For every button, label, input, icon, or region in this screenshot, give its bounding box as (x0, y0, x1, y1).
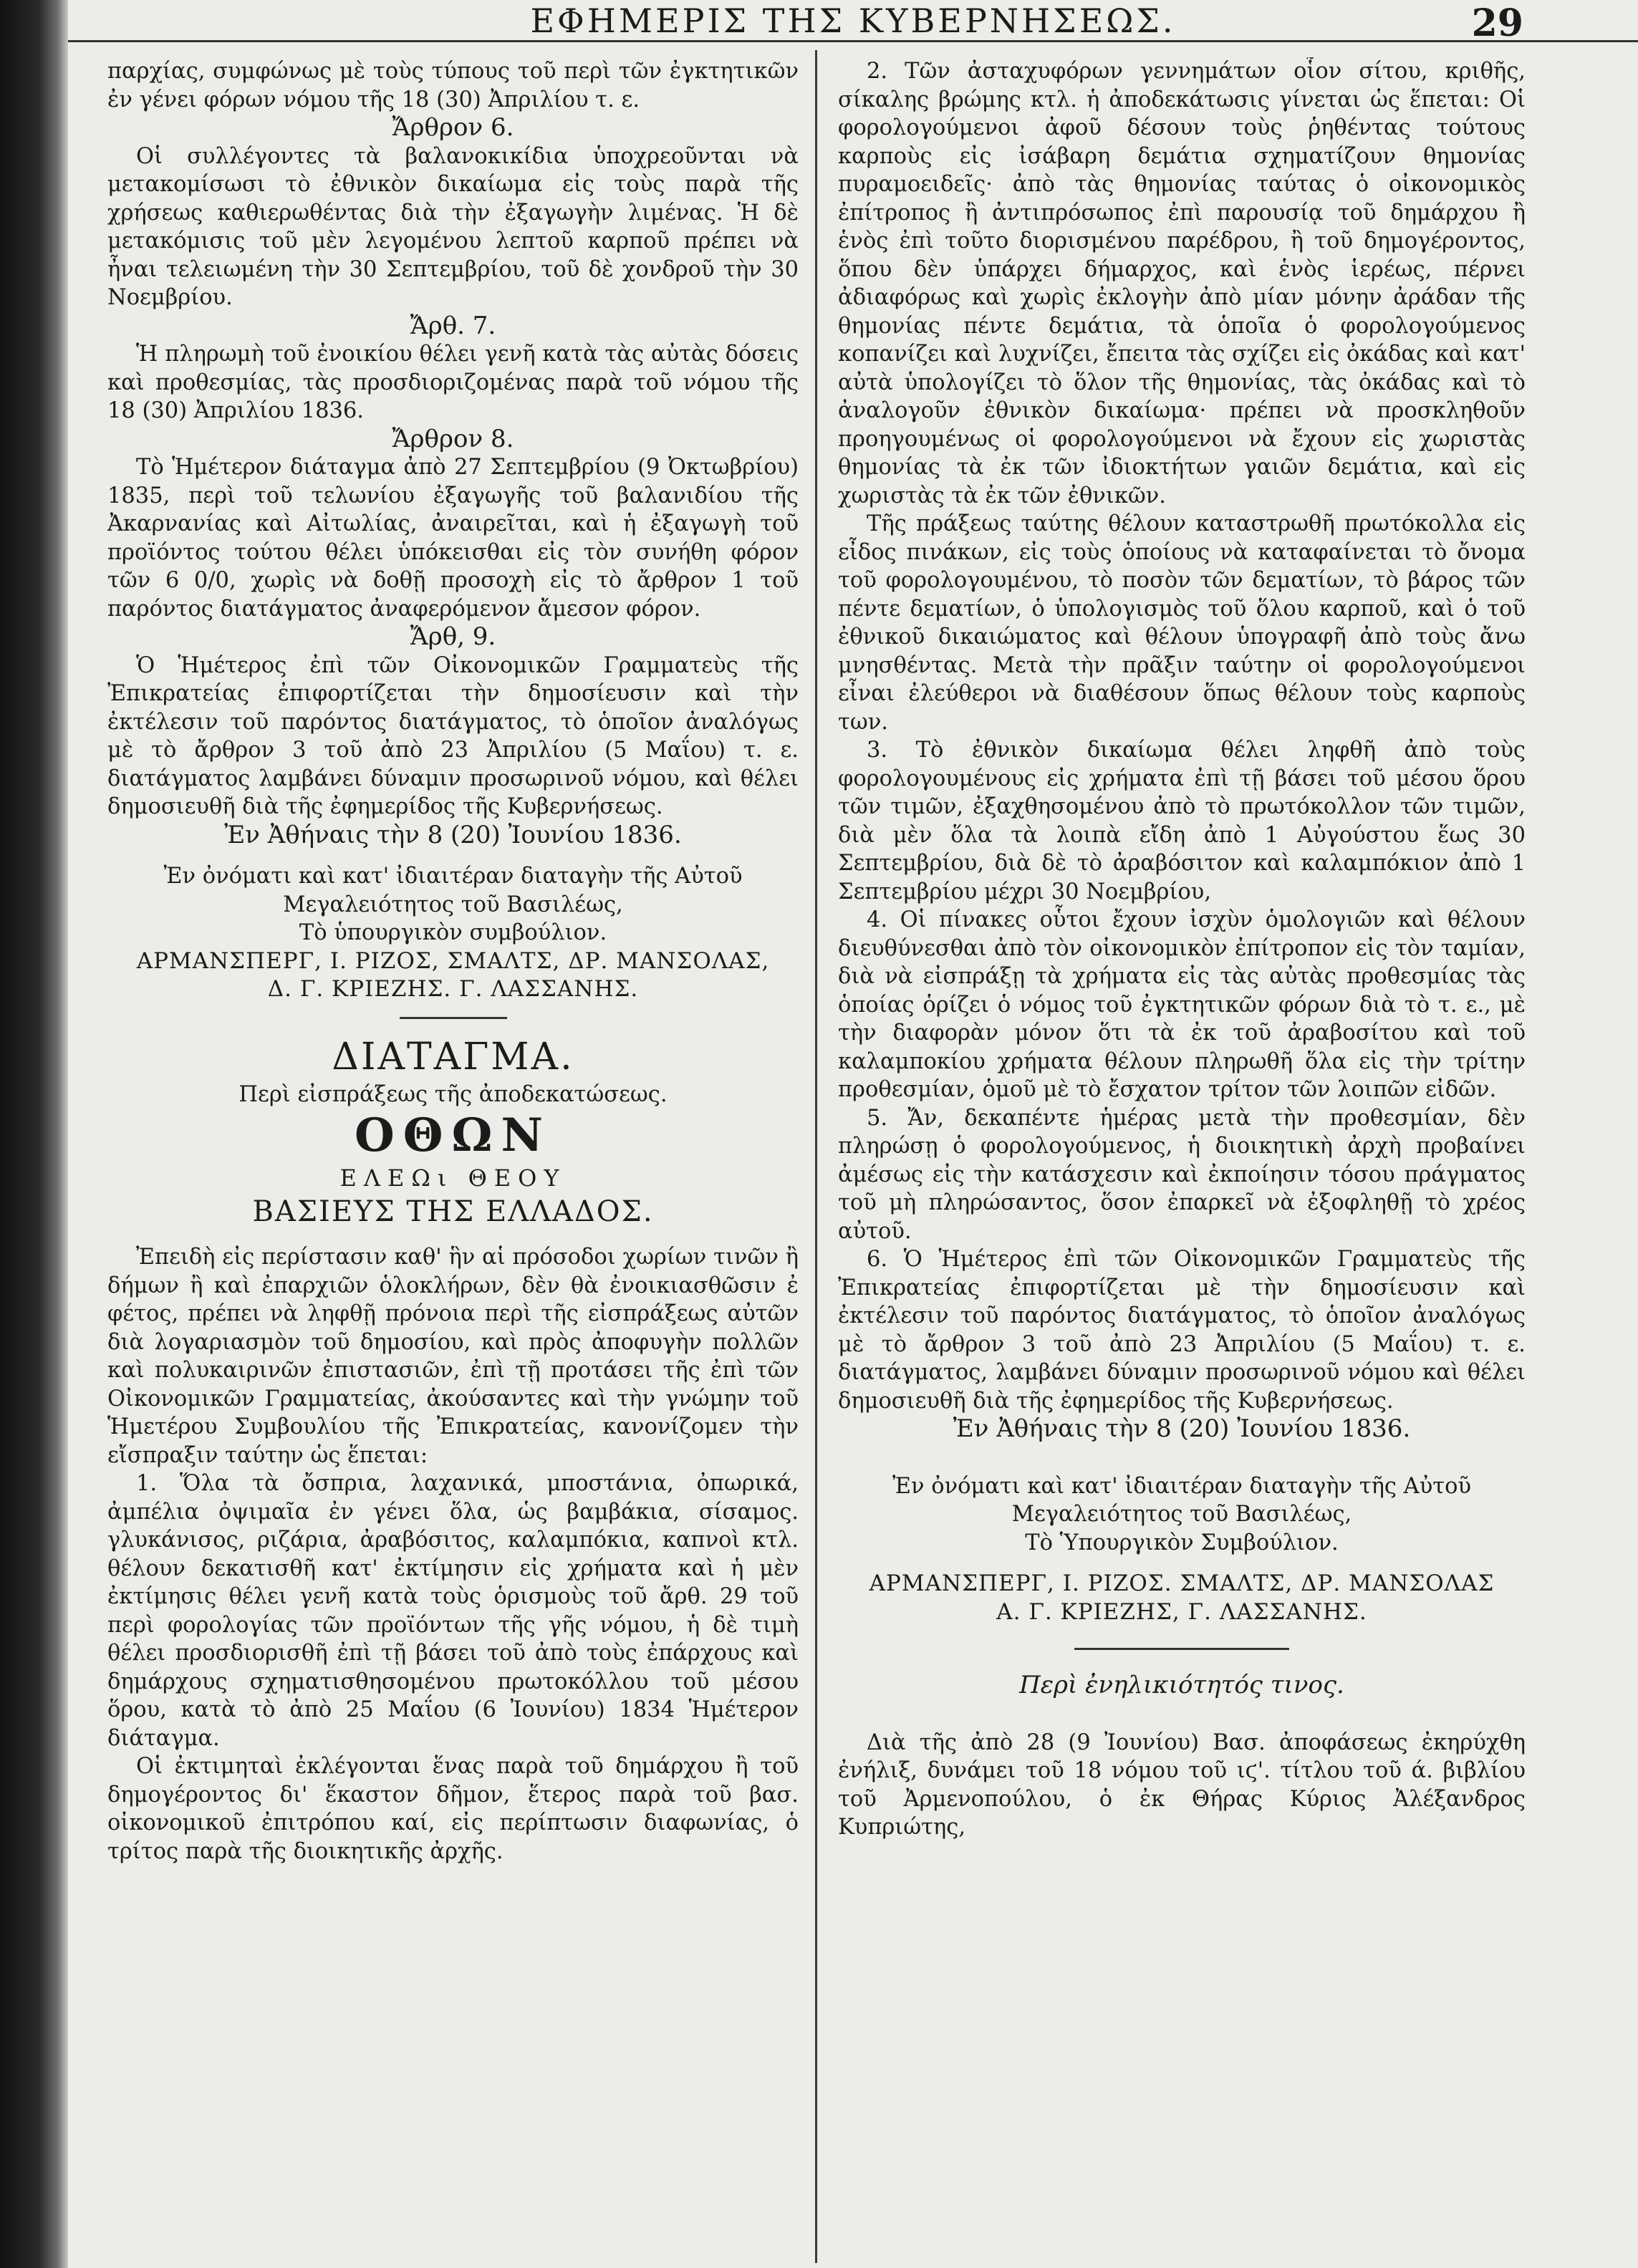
page-number: 29 (1471, 1, 1523, 45)
decree-title: ΔΙΑΤΑΓΜΑ. (332, 1035, 574, 1078)
paragraph: 4. Οἱ πίνακες οὗτοι ἔχουν ἰσχὺν ὁμολογιῶν καὶ θέλουν διευθύνεσθαι ἀπὸ τὸν οἰκονομικὸν ἐπίτροπον εἰς τὸν ταμίαν, διὰ νὰ εἰσπράξῃ τὰ χρήματα εἰς τὰς αὐτὰς προθεσμίας τὰς ὁποίας ὁρίζει ὁ νόμος τοῦ ἐγκτητικῶν φόρων διὰ τὸ τ. ε., μὲ τὴν διαφορὰν μόνον ὅτι τὰ ἐκ τοῦ ἀραβοσίτου καὶ τοῦ καλαμποκίου χρήματα θέλουν πληρωθῆ ὅλα εἰς τὴν τρίτην προθεσμίαν, ὁμοῦ μὲ τὸ ἔσχατον τρίτον τῶν λοιπῶν εἰδῶν. (838, 907, 1526, 1102)
date-line: Ἐν Ἀθήναις τὴν 8 (20) Ἰουνίου 1836. (953, 1414, 1411, 1443)
separator-rule (400, 1017, 507, 1019)
signature-line: Ἐν ὀνόματι καὶ κατ' ἰδιαιτέραν διαταγὴν τῆς Αὐτοῦ (892, 1473, 1472, 1499)
paragraph: Διὰ τῆς ἀπὸ 28 (9 Ἰουνίου) Βασ. ἀποφάσεως ἐκηρύχθη ἐνήλιξ, δυνάμει τοῦ 18 νόμου τοῦ ιϛ'. τίτλου τοῦ ά. βιβλίου τοῦ Ἀρμενοπούλου, ὁ ἐκ Θήρας Κύριος Ἀλέξανδρος Κυπριώτης, (838, 1729, 1526, 1840)
signature-line: Μεγαλειότητος τοῦ Βασιλέως, (1011, 1502, 1352, 1527)
paragraph: 6. Ὁ Ἡμέτερος ἐπὶ τῶν Οἰκονομικῶν Γραμματεὺς τῆς Ἐπικρατείας ἐπιφορτίζεται μὲ τὴν δημοσίευσιν καὶ ἐκτέλεσιν τοῦ παρόντος διατάγματος, τὸ ὁποῖον ἀναλόγως μὲ τὸ ἄρθρον 3 τοῦ ἀπὸ 23 Ἀπριλίου (5 Μαΐου) τ. ε. διατάγματος, λαμβάνει δύναμιν προσωρινοῦ νόμου καὶ θέλει δημοσιευθῆ διὰ τῆς ἐφημερίδος τῆς Κυβερνήσεως. (838, 1247, 1526, 1414)
paragraph: Ἐπειδὴ εἰς περίστασιν καθ' ἣν αἱ πρόσοδοι χωρίων τινῶν ἢ δήμων ἢ καὶ ἐπαρχιῶν ὁλοκλήρων, δὲν θὰ ἐνοικιασθῶσιν ἐ φέτος, πρέπει νὰ ληφθῇ πρόνοια περὶ τῆς εἰσπράξεως αὐτῶν διὰ λογαριασμὸν τοῦ δημοσίου, καὶ πρὸς ἀποφυγὴν πολλῶν καὶ πολυκαιρινῶν ἐπιστασιῶν, ἐπὶ τῇ προτάσει τῆς ἐπὶ τῶν Οἰκονομικῶν Γραμματείας, ἀκούσαντες καὶ τὴν γνώμην τοῦ Ἡμετέρου Συμβουλίου τῆς Ἐπικρατείας, κανονίζομεν τὴν εἴσπραξιν ταύτην ὡς ἕπεται: (107, 1245, 799, 1468)
king-name: ΟΘΩΝ (355, 1109, 551, 1162)
right-column (838, 57, 1526, 2263)
signatories: ΑΡΜΑΝΣΠΕΡΓ, Ι. ΡΙΖΟΣ, ΣΜΑΛΤΣ, ΔΡ. ΜΑΝΣΟΛΑΣ, (136, 947, 770, 974)
article-heading: Ἄρθρον 6. (392, 113, 514, 142)
grace-of-god-line: ΕΛΕΩι ΘΕΟΥ (339, 1164, 567, 1192)
paragraph: 1. Ὅλα τὰ ὄσπρια, λαχανικά, μποστάνια, ὀπωρικά, ἀμπέλια ὀψιμαῖα ἐν γένει ὅλα, ὡς βαμβάκια, σίσαμος. γλυκάνισος, ριζάρια, ἀραβόσιτος, καλαμπόκια, καπνοὶ κτλ. θέλουν δεκατισθῆ κατ' ἐκτίμησιν εἰς χρήματα καὶ ἡ μὲν ἐκτίμησις θέλει γενῆ κατὰ τοὺς ὁρισμοὺς τοῦ ἄρθ. 29 τοῦ περὶ φορολογίας τῶν προϊόντων τῆς γῆς νόμου, ἡ δὲ τιμὴ θέλει προσδιορισθῆ ἐπὶ τῇ βάσει τοῦ ἀπὸ τοὺς ἐπάρχους καὶ δημάρχους σχηματισθησομένου πρωτοκόλλου τοῦ μέσου ὅρου, κατὰ τὸ ἀπὸ 25 Μαΐου (6 Ἰουνίου) 1834 Ἡμέτερον διάταγμα. (107, 1471, 799, 1751)
left-column (107, 57, 799, 2263)
running-title: ΕΦΗΜΕΡΙΣ ΤΗΣ ΚΥΒΕΡΝΗΣΕΩΣ. (530, 1, 1176, 40)
king-title: ΒΑΣΙΕΥΣ ΤΗΣ ΕΛΛΑΔΟΣ. (252, 1195, 654, 1228)
date-line: Ἐν Ἀθήναις τὴν 8 (20) Ἰουνίου 1836. (224, 820, 682, 849)
article-heading: Ἄρθ. 7. (410, 311, 496, 340)
paragraph: 2. Τῶν ἀσταχυφόρων γεννημάτων οἷον σίτου, κριθῆς, σίκαλης βρώμης κτλ. ἡ ἀποδεκάτωσις γίνεται ὡς ἕπεται: Οἱ φορολογούμενοι ἀφοῦ δέσουν τοὺς ῥηθέντας τούτους καρποὺς εἰς ἰσάβαρη δεμάτια σχηματίζουν θημονίας πυραμοειδεῖς· ἀπὸ τὰς θημονίας ταύτας ὁ οἰκονομικὸς ἐπίτροπος ἢ ἀντιπρόσωπος ἐπὶ παρουσίᾳ τοῦ δημάρχου ἢ ἑνὸς ἐπὶ τοῦτο διορισμένου παρέδρου, ἢ τοῦ δημογέροντος, ὅπου δὲν ὑπάρχει δήμαρχος, καὶ ἑνὸς ἱερέως, πέρνει ἀδιαφόρως καὶ χωρὶς ἐκλογὴν ἀπὸ μίαν μόνην ἀράδαν τῆς θημονίας πέντε δεμάτια, τὰ ὁποῖα ὁ φορολογούμενος κοπανίζει καὶ λυχνίζει, ἔπειτα τὰς σχίζει εἰς ὀκάδας καὶ κατ' αὐτὰ ὑπολογίζει τὸ ὅλον τῆς θημονίας, τὰς ὀκάδας καὶ τὸ ἀναλογοῦν ἐθνικὸν δικαίωμα· πρέπει νὰ προσκληθοῦν προηγουμένως οἱ φορολογούμενοι νὰ ἔχουν εἰς χωριστὰς θημονίας τὰ ἐκ τῶν ἰδιοκτήτων γαιῶν δεμάτια, καὶ εἰς χωριστὰς τὰ ἐκ τῶν ἐθνικῶν. (838, 59, 1526, 508)
paragraph: Οἱ συλλέγοντες τὰ βαλανοκικίδια ὑποχρεοῦνται νὰ μετακομίσωσι τὸ ἐθνικὸν δικαίωμα εἰς τοὺς παρὰ τῆς χρήσεως καθιερωθέντας διὰ τὴν ἐξαγωγὴν λιμένας. Ἡ δὲ μετακόμισις τοῦ μὲν λεγομένου λεπτοῦ καρποῦ πρέπει νὰ ἦναι τελειωμένη τὴν 30 Σεπτεμβρίου, τοῦ δὲ χονδροῦ τὴν 30 Νοεμβρίου. (107, 143, 799, 310)
separator-rule (1074, 1648, 1289, 1650)
article-heading: Ἄρθ, 9. (410, 622, 496, 651)
paragraph: Τῆς πράξεως ταύτης θέλουν καταστρωθῆ πρωτόκολλα εἰς εἶδος πινάκων, εἰς τοὺς ὁποίους νὰ καταφαίνεται τὸ ὄνομα τοῦ φορολογουμένου, τὸ ποσὸν τῶν δεματίων, τὸ βάρος τῶν πέντε δεματίων, ὁ ὑπολογισμὸς τοῦ ὅλου καρποῦ, καὶ ὁ τοῦ ἐθνικοῦ δικαιώματος καὶ θέλουν ὑπογραφῆ ἀπὸ τοὺς ἄνω μνησθέντας. Μετὰ τὴν πρᾶξιν ταύτην οἱ φορολογούμενοι εἶναι ἐλεύθεροι νὰ διαθέσουν ὅπως θέλουν τοὺς καρποὺς των. (838, 511, 1526, 735)
paragraph: 3. Τὸ ἐθνικὸν δικαίωμα θέλει ληφθῆ ἀπὸ τοὺς φορολογουμένους εἰς χρήματα ἐπὶ τῇ βάσει τοῦ μέσου ὅρου τῶν τιμῶν, ἐξαχθησομένου ἀπὸ τὸ πρωτόκολλον τῶν τιμῶν, διὰ μὲν ὅλα τὰ λοιπὰ εἴδη ἀπὸ 1 Αὐγούστου ἕως 30 Σεπτεμβρίου, διὰ δὲ τὸ ἀραβόσιτον καὶ καλαμπόκιον ἀπὸ 1 Σεπτεμβρίου μέχρι 30 Νοεμβρίου, (838, 738, 1526, 904)
signatories: Α. Γ. ΚΡΙΕΖΗΣ, Γ. ΛΑΣΣΑΝΗΣ. (996, 1598, 1367, 1625)
article-heading: Ἄρθρον 8. (392, 424, 514, 453)
paragraph: Ὁ Ἡμέτερος ἐπὶ τῶν Οἰκονομικῶν Γραμματεὺς τῆς Ἐπικρατείας ἐπιφορτίζεται τὴν δημοσίευσιν καὶ τὴν ἐκτέλεσιν τοῦ παρόντος διατάγματος, τὸ ὁποῖον ἀναλόγως μὲ τὸ ἄρθρον 3 τοῦ ἀπὸ 23 Ἀπριλίου (5 Μαΐου) τ. ε. διατάγματος λαμβάνει δύναμιν προσωρινοῦ νόμου, καὶ θέλει δημοσιευθῆ διὰ τῆς ἐφημερίδος τῆς Κυβερνήσεως. (107, 652, 799, 819)
paragraph: 5. Ἄν, δεκαπέντε ἡμέρας μετὰ τὴν προθεσμίαν, δὲν πληρώσῃ ὁ φορολογούμενος, ἡ διοικητικὴ ἀρχὴ προβαίνει ἀμέσως εἰς τὴν κατάσχεσιν καὶ ἐκποίησιν τόσου πράγματος τοῦ μὴ πληρώσαντος, ὅσον ἐπαρκεῖ νὰ ἐξοφληθῇ τὸ χρέος αὐτοῦ. (838, 1105, 1526, 1244)
decree-subtitle: Περὶ εἰσπράξεως τῆς ἀποδεκατώσεως. (239, 1081, 668, 1107)
signature-line: Τὸ ὑπουργικὸν συμβούλιον. (299, 920, 607, 945)
paragraph: Οἱ ἐκτιμηταὶ ἐκλέγονται ἕνας παρὰ τοῦ δημάρχου ἢ τοῦ δημογέροντος δι' ἕκαστον δῆμον, ἕτερος παρὰ τοῦ βασ. οἰκονομικοῦ ἐπιτρόπου καί, εἰς περίπτωσιν διαφωνίας, ὁ τρίτος παρὰ τῆς διοικητικῆς ἀρχῆς. (107, 1754, 799, 1864)
section-title: Περὶ ἐνηλικιότητός τινος. (1019, 1671, 1344, 1699)
signature-line: Ἐν ὀνόματι καὶ κατ' ἰδιαιτέραν διαταγὴν τῆς Αὐτοῦ (163, 864, 743, 889)
signatories: Δ. Γ. ΚΡΙΕΖΗΣ. Γ. ΛΑΣΣΑΝΗΣ. (267, 976, 639, 1002)
book-binding-edge (0, 0, 68, 2268)
column-divider (815, 50, 817, 2263)
signature-line: Μεγαλειότητος τοῦ Βασιλέως, (283, 892, 623, 917)
signature-line: Τὸ Ὑπουργικὸν Συμβούλιον. (1025, 1530, 1339, 1555)
page-header (68, 0, 1638, 45)
signatories: ΑΡΜΑΝΣΠΕΡΓ, Ι. ΡΙΖΟΣ. ΣΜΑΛΤΣ, ΔΡ. ΜΑΝΣΟΛΑΣ (869, 1570, 1495, 1596)
paragraph: παρχίας, συμφώνως μὲ τοὺς τύπους τοῦ περὶ τῶν ἐγκτητικῶν ἐν γένει φόρων νόμου τῆς 18 (30) Ἀπριλίου τ. ε. (107, 59, 799, 112)
paragraph: Ἡ πληρωμὴ τοῦ ἐνοικίου θέλει γενῆ κατὰ τὰς αὐτὰς δόσεις καὶ προθεσμίας, τὰς προσδιοριζομένας παρὰ τοῦ νόμου τῆς 18 (30) Ἀπριλίου 1836. (107, 342, 799, 423)
paragraph: Τὸ Ἡμέτερον διάταγμα ἀπὸ 27 Σεπτεμβρίου (9 Ὀκτωβρίου) 1835, περὶ τοῦ τελωνίου ἐξαγωγῆς τοῦ βαλανιδίου τῆς Ἀκαρνανίας καὶ Αἰτωλίας, ἀναιρεῖται, καὶ ἡ ἐξαγωγὴ τοῦ προϊόντος τούτου θέλει ὑπόκεισθαι εἰς τὸν συνήθη φόρον τῶν 6 0/0, χωρὶς νὰ δοθῇ προσοχὴ εἰς τὸ ἄρθρον 1 τοῦ παρόντος διατάγματος ἀναφερόμενον ἄμεσον φόρον. (107, 455, 799, 622)
